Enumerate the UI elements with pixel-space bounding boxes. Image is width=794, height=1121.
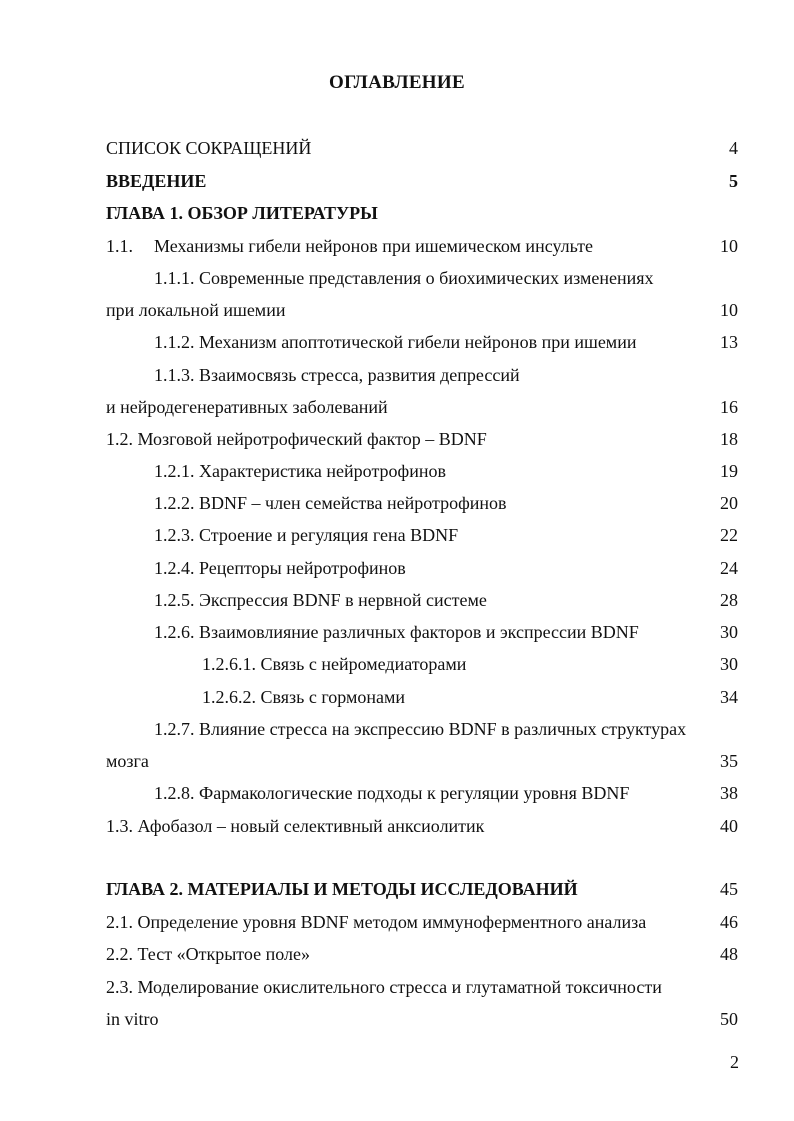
toc-entry-1-2: [0, 426, 794, 452]
toc-chapter-label: ГЛАВА 1. ОБЗОР ЛИТЕРАТУРЫ: [106, 203, 378, 223]
toc-entry-label: мозга: [106, 751, 149, 771]
toc-entry-label: 1.2.8. Фармакологические подходы к регуляции уровня BDNF: [154, 783, 630, 803]
toc-entry-page: 50: [720, 1009, 738, 1029]
toc-entry-label: 2.3. Моделирование окислительного стресса и глутаматной токсичности: [106, 977, 662, 997]
toc-entry-label: и нейродегенеративных заболеваний: [106, 397, 388, 417]
toc-entry-page: 45: [720, 879, 738, 899]
toc-entry-1-2-3: [0, 522, 794, 548]
toc-entry-page: 46: [720, 912, 738, 932]
toc-entry-page: 22: [720, 525, 738, 545]
toc-entry-1-1-1-line2: [0, 297, 794, 323]
toc-entry-label: 1.1.2. Механизм апоптотической гибели нейронов при ишемии: [154, 332, 637, 352]
toc-entry-label: при локальной ишемии: [106, 300, 286, 320]
toc-entry-page: 24: [720, 558, 738, 578]
toc-entry-page: 30: [720, 622, 738, 642]
toc-entry-text: Механизмы гибели нейронов при ишемическом инсульте: [154, 236, 594, 256]
toc-entry-page: 16: [720, 397, 738, 417]
toc-chapter-label: ГЛАВА 2. МАТЕРИАЛЫ И МЕТОДЫ ИССЛЕДОВАНИЙ: [106, 879, 578, 899]
toc-entry-2-2: [0, 941, 794, 967]
toc-entry-label: 2.2. Тест «Открытое поле»: [106, 944, 311, 964]
toc-entry-label: СПИСОК СОКРАЩЕНИЙ: [106, 138, 312, 158]
toc-entry-page: 10: [720, 300, 738, 320]
toc-entry-1-1-1-line1: [0, 265, 794, 291]
toc-chapter-2: [0, 876, 794, 902]
toc-entry-label: 1.2.6. Взаимовлияние различных факторов и экспрессии BDNF: [154, 622, 639, 642]
toc-entry-1-1: [0, 233, 794, 259]
toc-entry-2-3-line1: [0, 974, 794, 1000]
toc-entry-introduction: [0, 168, 794, 194]
toc-entry-1-1-2: [0, 329, 794, 355]
toc-entry-label: 1.2.2. BDNF – член семейства нейротрофинов: [154, 493, 507, 513]
toc-entry-number: 1.1.: [106, 236, 133, 256]
toc-entry-1-3: [0, 813, 794, 839]
toc-entry-label: 1.2.3. Строение и регуляция гена BDNF: [154, 525, 459, 545]
toc-entry-1-2-4: [0, 555, 794, 581]
toc-entry-page: 34: [720, 687, 738, 707]
toc-entry-label: 2.1. Определение уровня BDNF методом иммуноферментного анализа: [106, 912, 647, 932]
toc-entry-page: 19: [720, 461, 738, 481]
toc-entry-page: 5: [729, 171, 738, 191]
toc-entry-2-3-line2: [0, 1006, 794, 1032]
toc-entry-page: 30: [720, 654, 738, 674]
toc-entry-label: 1.1.3. Взаимосвязь стресса, развития депрессий: [154, 365, 520, 385]
toc-entry-label: 1.2.6.1. Связь с нейромедиаторами: [202, 654, 467, 674]
toc-entry-1-2-8: [0, 780, 794, 806]
toc-entry-label: in vitro: [106, 1009, 159, 1029]
toc-entry-page: 28: [720, 590, 738, 610]
toc-entry-label: 1.3. Афобазол – новый селективный анксиолитик: [106, 816, 485, 836]
toc-entry-1-2-2: [0, 490, 794, 516]
toc-entry-label: 1.1.1. Современные представления о биохимических изменениях: [154, 268, 654, 288]
toc-entry-label: 1.2. Мозговой нейротрофический фактор – BDNF: [106, 429, 487, 449]
toc-entry-1-2-5: [0, 587, 794, 613]
toc-entry-page: 18: [720, 429, 738, 449]
toc-entry-page: 38: [720, 783, 738, 803]
toc-entry-1-1-3-line2: [0, 394, 794, 420]
toc-entry-page: 10: [720, 236, 738, 256]
toc-entry-label: 1.2.1. Характеристика нейротрофинов: [154, 461, 446, 481]
toc-entry-page: 20: [720, 493, 738, 513]
toc-entry-page: 40: [720, 816, 738, 836]
toc-entry-page: 35: [720, 751, 738, 771]
page-title: ОГЛАВЛЕНИЕ: [329, 72, 465, 93]
toc-entry-1-2-6: [0, 619, 794, 645]
toc-entry-label: 1.2.5. Экспрессия BDNF в нервной системе: [154, 590, 487, 610]
toc-entry-1-2-6-2: [0, 684, 794, 710]
toc-entry-1-2-6-1: [0, 651, 794, 677]
toc-entry-2-1: [0, 909, 794, 935]
toc-entry-1-2-7-line1: [0, 716, 794, 742]
toc-entry-page: 4: [729, 138, 738, 158]
page-number: 2: [730, 1052, 739, 1072]
toc-entry-label: 1.2.7. Влияние стресса на экспрессию BDNF в различных структурах: [154, 719, 687, 739]
toc-entry-label: ВВЕДЕНИЕ: [106, 171, 207, 191]
toc-entry-label: 1.2.4. Рецепторы нейротрофинов: [154, 558, 406, 578]
toc-entry-label: 1.2.6.2. Связь с гормонами: [202, 687, 406, 707]
toc-entry-abbreviations: [0, 135, 794, 161]
toc-entry-page: 13: [720, 332, 738, 352]
toc-chapter-1: [0, 200, 794, 226]
toc-entry-1-2-7-line2: [0, 748, 794, 774]
toc-entry-page: 48: [720, 944, 738, 964]
toc-entry-1-2-1: [0, 458, 794, 484]
toc-entry-label: [106, 233, 593, 259]
toc-entry-1-1-3-line1: [0, 362, 794, 388]
